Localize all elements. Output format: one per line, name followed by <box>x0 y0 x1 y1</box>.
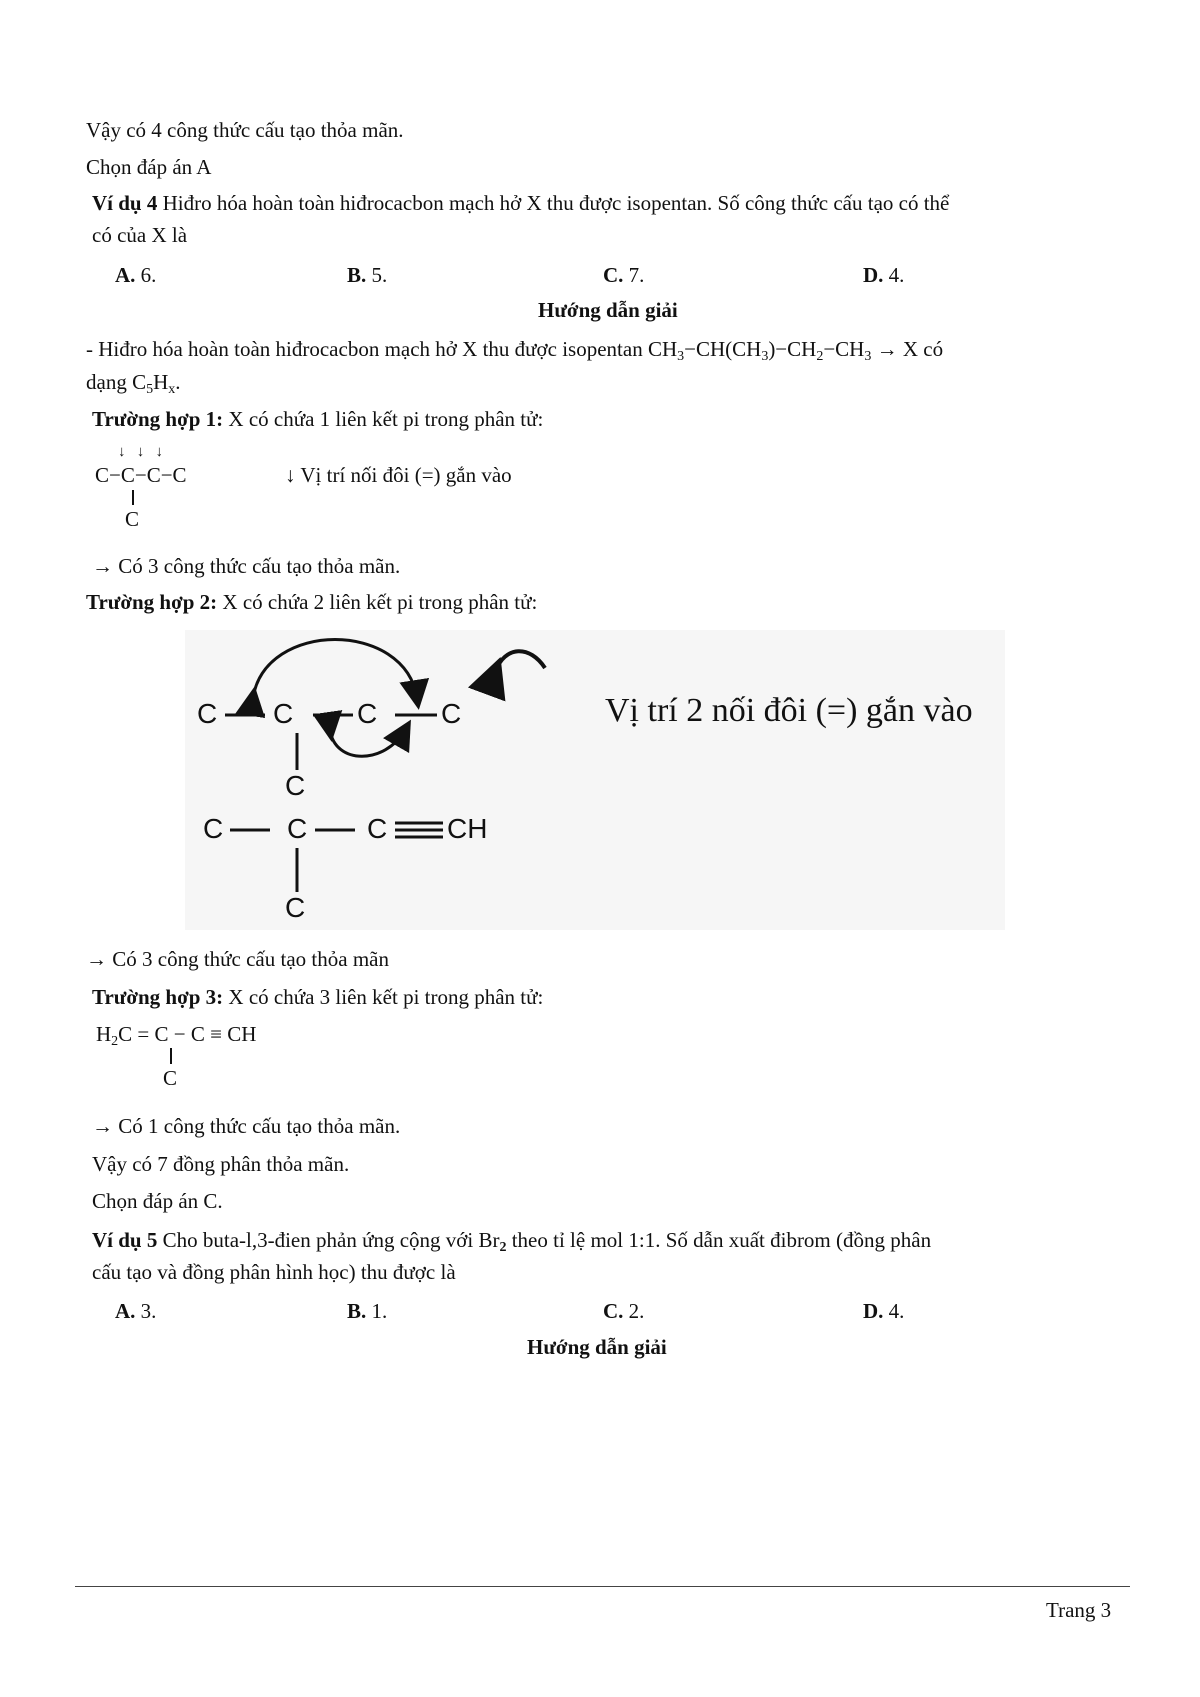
case2-bonds-svg <box>185 630 1005 930</box>
option-letter: B. <box>347 263 367 287</box>
option-letter: C. <box>603 263 624 287</box>
text-part: −CH(CH <box>684 337 762 361</box>
option-letter: A. <box>115 263 136 287</box>
subscript: 3 <box>761 349 769 364</box>
question-text: theo tỉ lệ mol 1:1. Số dẫn xuất đibrom (đồng phân <box>506 1228 932 1252</box>
case-label: Trường hợp 3: <box>92 985 224 1009</box>
page-number: Trang 3 <box>1046 1598 1112 1622</box>
atom-c: C <box>367 813 388 844</box>
case-label: Trường hợp 1: <box>92 407 224 431</box>
case2-note: Vị trí 2 nối đôi (=) gắn vào <box>605 692 973 729</box>
option-d <box>863 1297 904 1325</box>
atom-c: C <box>287 813 308 844</box>
case-result: → Có 3 công thức cấu tạo thỏa mãn <box>86 947 389 971</box>
subscript: 2 <box>499 1240 507 1255</box>
case1-structure <box>88 440 248 530</box>
h-atom: H <box>96 1022 112 1046</box>
case3-chain <box>96 1022 257 1049</box>
option-text: 2. <box>623 1299 645 1323</box>
option-text: 7. <box>623 263 645 287</box>
section-heading: Hướng dẫn giải <box>527 1335 667 1359</box>
question-text: có của X là <box>92 223 188 247</box>
case-heading <box>92 405 543 433</box>
subscript: 2 <box>816 349 824 364</box>
atom-ch: CH <box>447 813 488 844</box>
text-part: )−CH <box>768 337 817 361</box>
text-part: → X có <box>871 337 944 361</box>
case2-figure <box>185 630 1005 930</box>
footer-divider <box>75 1586 1130 1587</box>
example-label: Ví dụ 5 <box>92 1228 158 1252</box>
option-letter: B. <box>347 1299 367 1323</box>
conclusion: Vậy có 7 đồng phân thỏa mãn. <box>92 1152 350 1176</box>
branch-bond <box>170 1048 172 1064</box>
text-part: dạng C <box>86 370 147 394</box>
option-a <box>115 1297 156 1325</box>
branch-bond <box>132 490 134 505</box>
subscript: 2 <box>111 1034 119 1049</box>
case-text: X có chứa 2 liên kết pi trong phân tử: <box>217 590 538 614</box>
option-b <box>347 1297 387 1325</box>
subscript: 5 <box>146 382 154 397</box>
solution-line <box>86 368 181 396</box>
option-text: 1. <box>366 1299 388 1323</box>
option-letter: D. <box>863 1299 884 1323</box>
arrow-marks: ↓ ↓ ↓ <box>118 444 163 460</box>
example-label: Ví dụ 4 <box>92 191 158 215</box>
option-a <box>115 261 156 289</box>
text-part: −CH <box>823 337 865 361</box>
case-heading <box>86 588 537 616</box>
option-text: 6. <box>135 263 157 287</box>
case-result: → Có 1 công thức cấu tạo thỏa mãn. <box>92 1114 401 1138</box>
case-text: X có chứa 1 liên kết pi trong phân tử: <box>223 407 544 431</box>
case-text: X có chứa 3 liên kết pi trong phân tử: <box>223 985 544 1009</box>
question-text: cấu tạo và đồng phân hình học) thu được là <box>92 1260 456 1284</box>
solution-line <box>86 335 943 363</box>
subscript: 3 <box>677 349 685 364</box>
question-text: Cho buta-l,3-đien phản ứng cộng với Br <box>157 1228 500 1252</box>
answer: Chọn đáp án C. <box>92 1189 223 1213</box>
text-line: Vậy có 4 công thức cấu tạo thỏa mãn. <box>86 118 404 142</box>
option-letter: C. <box>603 1299 624 1323</box>
option-text: 3. <box>135 1299 157 1323</box>
option-text: 4. <box>883 263 905 287</box>
option-d <box>863 261 904 289</box>
text-part: - Hiđro hóa hoàn toàn hiđrocacbon mạch hở X thu được isopentan CH <box>86 337 678 361</box>
case-result: → Có 3 công thức cấu tạo thỏa mãn. <box>92 554 401 578</box>
section-heading: Hướng dẫn giải <box>538 298 678 322</box>
atom-c: C <box>197 698 218 729</box>
option-b <box>347 261 387 289</box>
text-part: . <box>175 370 181 394</box>
atom-c: C <box>441 698 462 729</box>
case-heading <box>92 983 543 1011</box>
text-line: Chọn đáp án A <box>86 155 212 179</box>
option-c <box>603 1297 644 1325</box>
option-text: 4. <box>883 1299 905 1323</box>
case-label: Trường hợp 2: <box>86 590 218 614</box>
example-4-question <box>92 189 949 217</box>
case3-structure <box>96 1022 296 1102</box>
subscript: x <box>168 382 176 397</box>
carbon-chain: C−C−C−C <box>95 463 187 487</box>
question-text: Hiđro hóa hoàn toàn hiđrocacbon mạch hở X thu được isopentan. Số công thức cấu tạo có thể <box>157 191 950 215</box>
branch-carbon: C <box>125 507 140 531</box>
branch-carbon: C <box>163 1066 178 1090</box>
example-5-question <box>92 1226 931 1254</box>
atom-c: C <box>285 892 306 923</box>
atom-c: C <box>203 813 224 844</box>
option-text: 5. <box>366 263 388 287</box>
atom-c: C <box>273 698 294 729</box>
subscript: 3 <box>864 349 872 364</box>
chain-text: C = C − C ≡ CH <box>118 1022 257 1046</box>
option-c <box>603 261 644 289</box>
atom-c: C <box>285 770 306 801</box>
option-letter: D. <box>863 263 884 287</box>
text-part: H <box>153 370 169 394</box>
option-letter: A. <box>115 1299 136 1323</box>
atom-c: C <box>357 698 378 729</box>
case1-note: ↓ Vị trí nối đôi (=) gắn vào <box>285 463 512 487</box>
